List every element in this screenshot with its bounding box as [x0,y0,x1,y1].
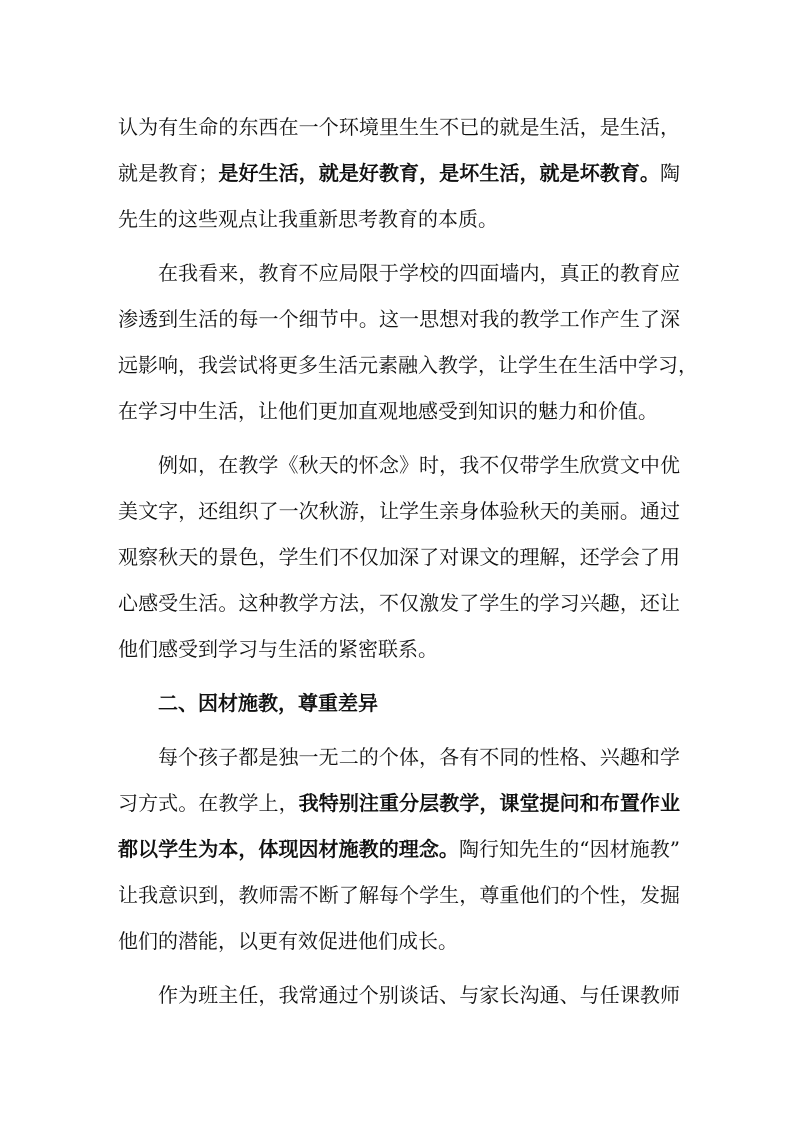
text-line: 作为班主任，我常通过个别谈话、与家长沟通、与任课教师 [158,983,680,1007]
text-line: 远影响，我尝试将更多生活元素融入教学，让学生在生活中学习， [118,353,698,377]
bold-text: 我特别注重分层教学，课堂提问和布置作业 [298,791,681,815]
document-page [118,104,698,1018]
bold-text: 是好生活，就是好教育，是坏生活，就是坏教育。 [218,161,661,185]
text-line [118,826,680,872]
paragraph-individual-teaching [118,734,680,964]
text-line: 认为有生命的东西在一个环境里生生不已的就是生活，是生活， [118,115,680,139]
paragraph-life-education [118,104,680,242]
text-line: 让我意识到，教师需不断了解每个学生，尊重他们的个性，发掘 [118,883,680,907]
text-line: 在学习中生活，让他们更加直观地感受到知识的魅力和价值。 [118,399,658,423]
text-line: 他们感受到学习与生活的紧密联系。 [118,637,438,661]
text-line: 观察秋天的景色，学生们不仅加深了对课文的理解，还学会了用 [118,545,680,569]
paragraph-autumn-example [118,442,680,672]
paragraph-education-in-life [118,250,698,434]
text-line: 在我看来，教育不应局限于学校的四面墙内，真正的教育应 [158,261,680,285]
text-line: 他们的潜能，以更有效促进他们成长。 [118,929,458,953]
text-line: 先生的这些观点让我重新思考教育的本质。 [118,207,498,231]
text-span: 陶 [660,161,681,185]
text-line: 心感受生活。这种教学方法，不仅激发了学生的学习兴趣，还让 [118,591,680,615]
heading-text: 二、因材施教，尊重差异 [158,691,378,715]
text-line: 美文字，还组织了一次秋游，让学生亲身体验秋天的美丽。通过 [118,499,680,523]
text-line [118,780,680,826]
bold-text: 都以学生为本，体现因材施教的理念。 [118,837,459,861]
text-span: 陶行知先生的“因材施教” [458,837,681,861]
text-line: 例如，在教学《秋天的怀念》时，我不仅带学生欣赏文中优 [158,453,680,477]
paragraph-class-teacher [118,972,680,1018]
text-line: 每个孩子都是独一无二的个体，各有不同的性格、兴趣和学 [158,745,680,769]
text-span: 习方式。在教学上， [118,791,299,815]
text-span: 就是教育； [118,161,219,185]
text-line: 渗透到生活的每一个细节中。这一思想对我的教学工作产生了深 [118,307,680,331]
text-line [118,150,680,196]
section-heading [118,680,680,726]
